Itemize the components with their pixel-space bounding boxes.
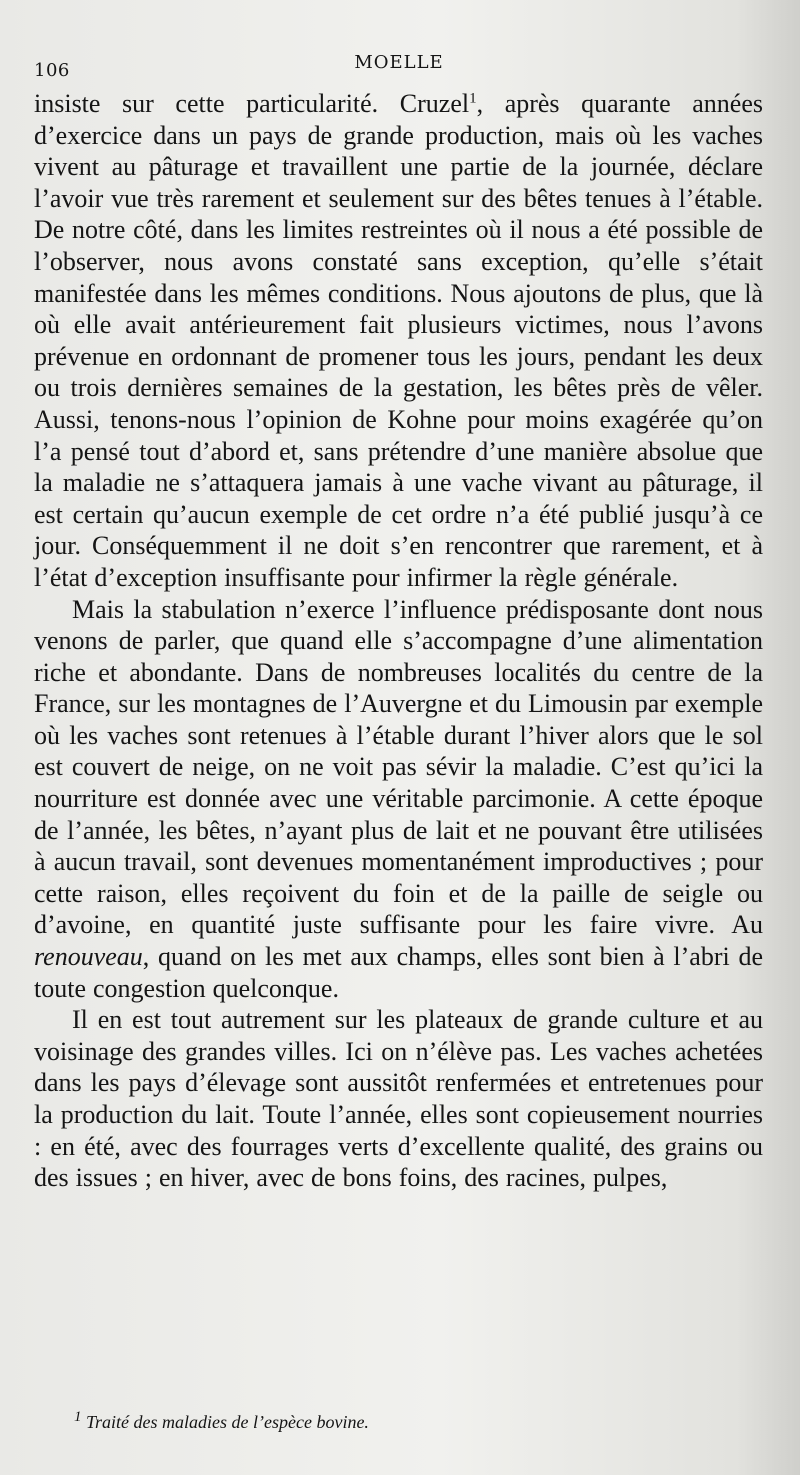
page-number: 106 xyxy=(34,60,70,81)
paragraph-text: Mais la stabulation n’exerce l’influence prédisposante dont nous venons de parler, que quand elle s’accompagne d’une alimentation riche et abondante. Dans de nombreuses localités du centre de la France, sur les montagnes de l’Auvergne et du Limousin par exemple où les vaches sont retenues à l’étable durant l’hiver alors que le sol est couvert de neige, on ne voit pas sévir la maladie. C’est qu’ici la nourriture est donnée avec une véritable parcimonie. A cette époque de l’année, les bêtes, n’ayant plus de lait et ne pouvant être utilisées à aucun travail, sont devenues momentanément improductives ; pour cette raison, elles reçoivent du foin et de la paille de seigle ou d’avoine, en quantité juste suffisante pour les faire vivre. Au xyxy=(34,594,763,940)
italic-text: renouveau xyxy=(34,942,143,972)
footnote-reference: 1 xyxy=(469,90,477,107)
paragraph-text: , après quarante années d’exercice dans un pays de grande production, mais où les vaches vivent au pâturage et travaillent une partie de la journée, déclare l’avoir vue très rarement et seulement sur des bêtes tenues à l’étable. De notre côté, dans les limites restreintes où il nous a été possible de l’observer, nous avons constaté sans exception, qu’elle s’était manifestée dans les mêmes conditions. Nous ajoutons de plus, que là où elle avait antérieurement fait plusieurs victimes, nous l’avons prévenue en ordonnant de promener tous les jours, pendant les deux ou trois dernières semaines de la gestation, les bêtes près de vêler. Aussi, tenons-nous l’opinion de Kohne pour moins exagérée qu’on l’a pensé tout d’abord et, sans prétendre d’une manière absolue que la maladie ne s’attaquera jamais à une vache vivant au pâturage, il est certain qu’aucun exemple de cet ordre n’a été publié jusqu’à ce jour. Conséquemment il ne doit s’en rencontrer que rarement, et à l’état d’exception insuffisante pour infirmer la règle générale. xyxy=(34,89,763,592)
page-header xyxy=(34,52,764,82)
running-title: MOELLE xyxy=(354,52,444,73)
paragraph-text: , quand on les met aux champs, elles sont bien à l’abri de toute congestion quelconque. xyxy=(34,942,763,1003)
paragraph xyxy=(34,594,763,1005)
footnote xyxy=(74,1409,764,1433)
paragraph xyxy=(34,1004,763,1194)
body-text xyxy=(34,88,763,1194)
paragraph-text: insiste sur cette particularité. Cruzel xyxy=(34,89,470,118)
paragraph-text: Il en est tout autrement sur les plateaux de grande culture et au voisinage des grandes villes. Ici on n’élève pas. Les vaches achetées dans les pays d’élevage sont aussitôt renfermées et entretenues pour la production du lait. Toute l’année, elles sont copieusement nourries : en été, avec des fourrages verts d’excellente qualité, des grains ou des issues ; en hiver, avec de bons foins, des racines, pulpes, xyxy=(34,1005,763,1193)
footnote-text: Traité des maladies de l’espèce bovine. xyxy=(86,1412,369,1432)
paragraph xyxy=(34,88,763,594)
footnote-marker: 1 xyxy=(74,1409,82,1425)
